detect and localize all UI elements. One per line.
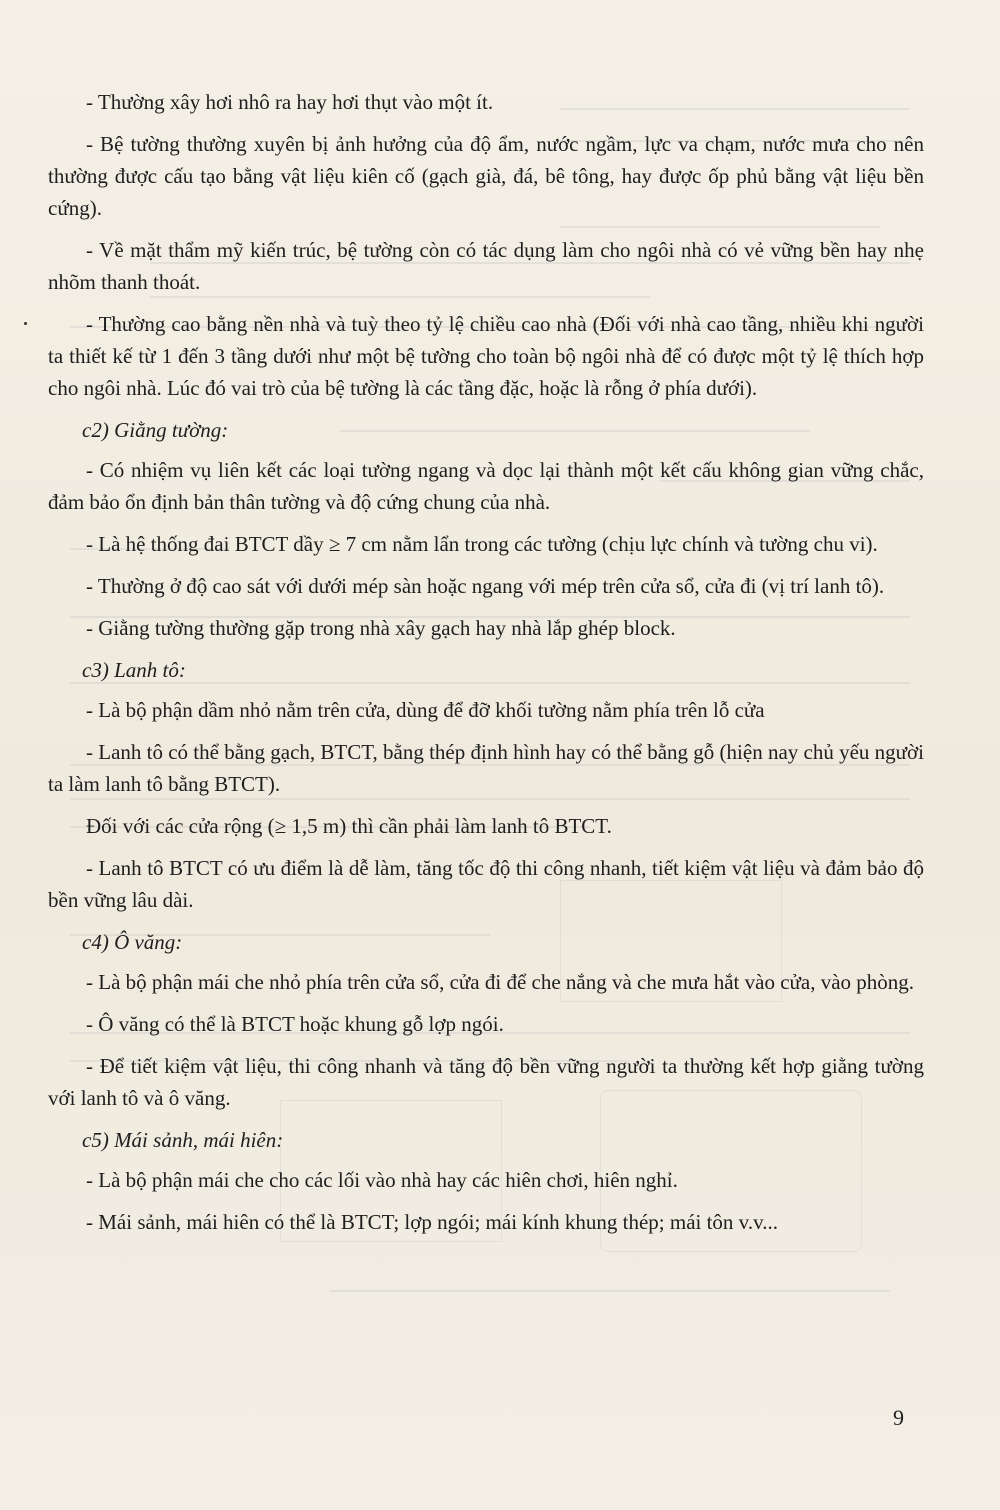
paragraph: - Là bộ phận mái che cho các lối vào nhà hay các hiên chơi, hiên nghỉ.: [86, 1168, 678, 1192]
section-heading: c4) Ô văng:: [82, 930, 183, 954]
paragraph: - Bệ tường thường xuyên bị ảnh hưởng của độ ẩm, nước ngầm, lực va chạm, nước mưa cho nên thường được cấu tạo bằng vật liệu kiên cố (gạch già, đá, bê tông, hay được ốp phủ bằng vật liệu bền cứng).: [48, 132, 924, 220]
paragraph: - Có nhiệm vụ liên kết các loại tường ngang và dọc lại thành một kết cấu không gian vững chắc, đảm bảo ổn định bản thân tường và độ cứng chung của nhà.: [48, 458, 924, 514]
section-heading: c5) Mái sảnh, mái hiên:: [82, 1128, 284, 1152]
paragraph: - Thường xây hơi nhô ra hay hơi thụt vào một ít.: [86, 90, 494, 114]
stray-print-mark: [24, 322, 27, 325]
page-number: 9: [893, 1405, 904, 1430]
section-heading: c2) Giằng tường:: [82, 418, 229, 442]
paragraph: - Thường cao bằng nền nhà và tuỳ theo tỷ lệ chiều cao nhà (Đối với nhà cao tầng, nhiều khi người ta thiết kế từ 1 đến 3 tầng dưới như một bệ tường cho toàn bộ ngôi nhà để có được một tỷ lệ thích hợp cho ngôi nhà. Lúc đó vai trò của bệ tường là các tầng đặc, hoặc là rỗng ở phía dưới).: [48, 312, 924, 400]
paragraph: - Lanh tô BTCT có ưu điểm là dễ làm, tăng tốc độ thi công nhanh, tiết kiệm vật liệu và đảm bảo độ bền vững lâu dài.: [48, 856, 924, 912]
paragraph: - Thường ở độ cao sát với dưới mép sàn hoặc ngang với mép trên cửa sổ, cửa đi (vị trí lanh tô).: [86, 574, 885, 598]
paragraph: - Lanh tô có thể bằng gạch, BTCT, bằng thép định hình hay có thể bằng gỗ (hiện nay chủ yếu người ta làm lanh tô bằng BTCT).: [48, 740, 924, 796]
paragraph: - Là hệ thống đai BTCT dầy ≥ 7 cm nằm lẩn trong các tường (chịu lực chính và tường chu vi).: [86, 532, 878, 556]
section-heading: c3) Lanh tô:: [82, 658, 186, 682]
paragraph: - Là bộ phận dầm nhỏ nằm trên cửa, dùng để đỡ khối tường nằm phía trên lỗ cửa: [86, 698, 765, 722]
paragraph: - Mái sảnh, mái hiên có thể là BTCT; lợp ngói; mái kính khung thép; mái tôn v.v...: [86, 1210, 778, 1234]
paragraph: - Ô văng có thể là BTCT hoặc khung gỗ lợp ngói.: [86, 1012, 504, 1036]
paragraph: - Giằng tường thường gặp trong nhà xây gạch hay nhà lắp ghép block.: [86, 616, 676, 640]
paragraph: - Về mặt thẩm mỹ kiến trúc, bệ tường còn có tác dụng làm cho ngôi nhà có vẻ vững bền hay nhẹ nhõm thanh thoát.: [48, 238, 924, 294]
paragraph: Đối với các cửa rộng (≥ 1,5 m) thì cần phải làm lanh tô BTCT.: [86, 814, 612, 838]
paragraph: - Là bộ phận mái che nhỏ phía trên cửa sổ, cửa đi để che nắng và che mưa hắt vào cửa, vào phòng.: [86, 970, 915, 994]
page-body-text: [48, 86, 924, 1248]
paragraph: - Để tiết kiệm vật liệu, thi công nhanh và tăng độ bền vững người ta thường kết hợp giằng tường với lanh tô và ô văng.: [48, 1054, 924, 1110]
